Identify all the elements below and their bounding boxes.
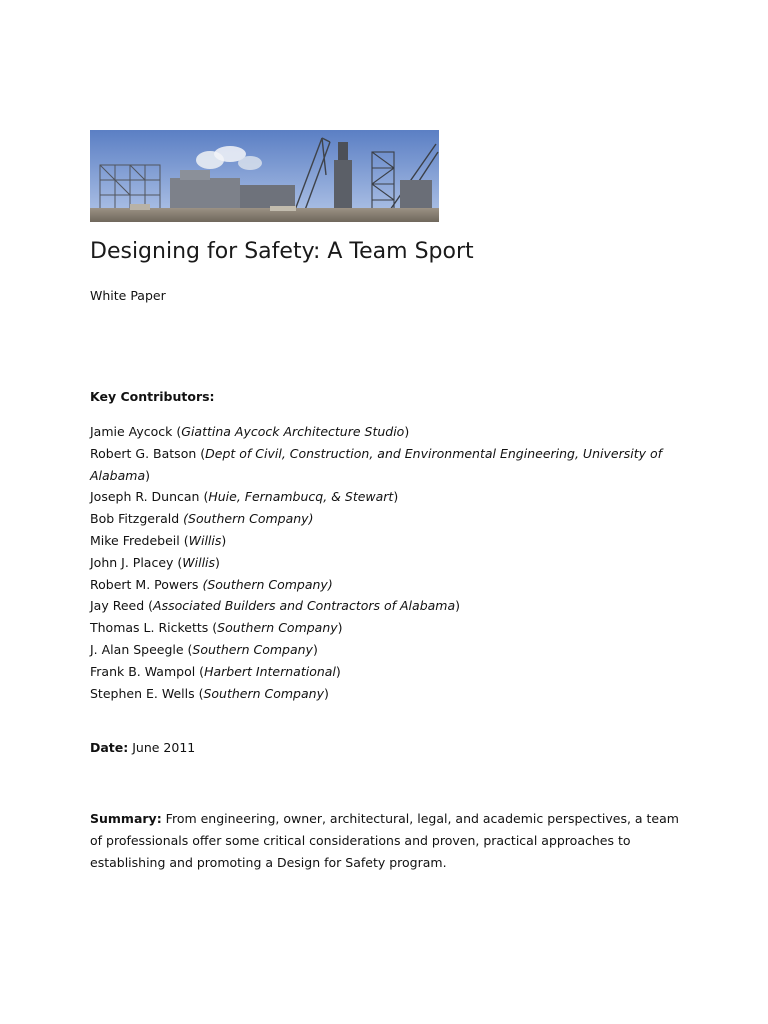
contributor-paren-close: ) xyxy=(215,554,220,570)
date-value: June 2011 xyxy=(128,740,196,755)
contributor-paren-open: ( xyxy=(196,445,206,461)
contributor-item xyxy=(90,595,670,617)
contributor-item xyxy=(90,443,670,487)
contributor-paren-open: ( xyxy=(173,554,183,570)
summary-text: From engineering, owner, architectural, legal, and academic perspectives, a team of professionals offer some critical considerations and proven, practical approaches to establishing and promoting a Design for Safety program. xyxy=(90,811,679,870)
contributor-paren-close: ) xyxy=(393,489,399,505)
contributor-name: Thomas L. Ricketts xyxy=(90,620,209,636)
contributor-paren-open: ( xyxy=(183,641,193,657)
contributor-organization: Associated Builders and Contractors of Alabama xyxy=(153,598,456,614)
contributor-paren-open: ( xyxy=(195,663,205,679)
contributor-organization: Southern Company xyxy=(192,641,313,657)
contributor-organization: Willis xyxy=(188,532,222,548)
contributor-paren-close: ) xyxy=(145,467,151,483)
contributor-organization: Dept of Civil, Construction, and Environmental Engineering, University of Alabama xyxy=(90,445,663,483)
document-title: Designing for Safety: A Team Sport xyxy=(90,239,474,264)
contributor-item xyxy=(90,486,670,508)
contributor-item xyxy=(90,421,670,443)
contributor-name: Bob Fitzgerald xyxy=(90,511,180,527)
contributor-name: Stephen E. Wells xyxy=(90,685,195,701)
contributor-organization: Willis xyxy=(182,554,216,570)
contributor-item xyxy=(90,530,670,552)
contributor-organization: Southern Company xyxy=(203,685,324,701)
contributor-paren-open: ( xyxy=(144,598,154,614)
contributor-paren-open: ( xyxy=(194,685,204,701)
contributor-paren-open: ( xyxy=(172,424,182,439)
contributors-list xyxy=(90,421,670,704)
contributor-item xyxy=(90,661,670,683)
summary-paragraph xyxy=(90,808,680,874)
contributor-paren-close: ) xyxy=(455,598,461,614)
contributor-organization: Giattina Aycock Architecture Studio xyxy=(181,424,405,439)
contributor-item xyxy=(90,508,670,530)
contributor-item xyxy=(90,683,670,705)
contributor-paren-close: ) xyxy=(312,641,318,657)
summary-label: Summary: xyxy=(90,811,162,826)
contributors-heading: Key Contributors: xyxy=(90,389,215,404)
contributor-paren-close: ) xyxy=(335,663,341,679)
contributor-organization: Huie, Fernambucq, & Stewart xyxy=(208,489,394,505)
date-label: Date: xyxy=(90,740,129,755)
contributor-name: Frank B. Wampol xyxy=(90,663,196,679)
power-plant-construction-image xyxy=(90,130,439,222)
contributor-name: Mike Fredebeil xyxy=(90,532,180,548)
contributor-name: John J. Placey xyxy=(90,554,174,570)
contributor-paren-close: ) xyxy=(337,620,343,636)
contributor-paren-close: ) xyxy=(323,685,329,701)
contributor-paren-open: ( xyxy=(199,489,209,505)
contributor-organization: (Southern Company) xyxy=(183,511,314,527)
contributor-item xyxy=(90,639,670,661)
date-line xyxy=(90,739,195,757)
contributor-organization: Southern Company xyxy=(217,620,338,636)
contributor-name: Jay Reed xyxy=(90,598,145,614)
construction-site-illustration xyxy=(90,130,439,222)
contributor-name: Jamie Aycock xyxy=(90,424,173,439)
contributor-paren-open: ( xyxy=(179,532,189,548)
contributor-item xyxy=(90,552,670,574)
contributor-paren-open: ( xyxy=(208,620,218,636)
contributor-item xyxy=(90,574,670,596)
contributor-organization: Harbert International xyxy=(204,663,336,679)
contributor-name: Robert G. Batson xyxy=(90,445,197,461)
contributor-name: Robert M. Powers xyxy=(90,576,199,592)
contributor-name: Joseph R. Duncan xyxy=(90,489,200,505)
contributor-paren-close: ) xyxy=(404,424,410,439)
contributor-name: J. Alan Speegle xyxy=(90,641,184,657)
contributor-organization: (Southern Company) xyxy=(202,576,333,592)
contributor-item xyxy=(90,617,670,639)
contributor-paren-close: ) xyxy=(221,532,227,548)
document-type: White Paper xyxy=(90,288,166,303)
